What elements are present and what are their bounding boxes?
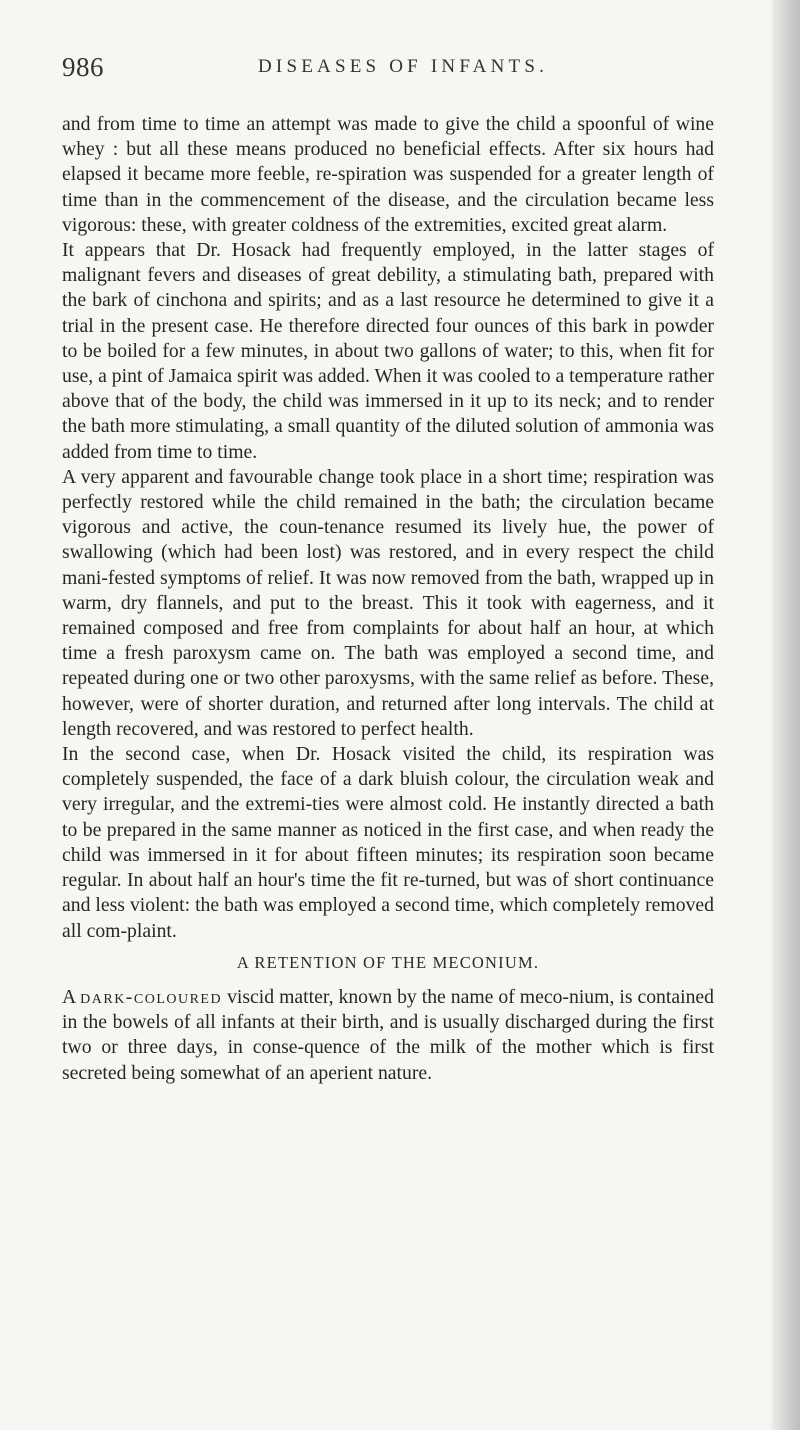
page-edge-shadow [778,0,800,1430]
running-head: DISEASES OF INFANTS. [258,56,549,77]
paragraph: It appears that Dr. Hosack had frequently employed, in the latter stages of malignant fevers and diseases of great debility, a stimulating bath, prepared with the bark of cinchona and spirits; and as a last resource he determined to give it a trial in the present case. He therefore directed four ounces of this bark in powder to be boiled for a few minutes, in about two gallons of water; to this, when fit for use, a pint of Jamaica spirit was added. When it was cooled to a temperature rather above that of the body, the child was immersed in it up to its neck; and to render the bath more stimulating, a small quantity of the diluted solution of ammonia was added from time to time. [62,239,714,463]
smallcaps-words: dark-coloured [80,985,223,1008]
page-number: 986 [62,52,104,82]
paragraph: and from time to time an attempt was made to give the child a spoonful of wine whey : but all these means produced no beneficial effects. After six hours had elapsed it became more feeble, re-spiration was suspended for a greater length of time than in the commencement of the disease, and the circulation became less vigorous: these, with greater coldness of the extremities, excited great alarm. [62,113,714,236]
paragraph: In the second case, when Dr. Hosack visited the child, its respiration was completely suspended, the face of a dark bluish colour, the circulation weak and very irregular, and the extremi-ties were almost cold. He instantly directed a bath to be prepared in the same manner as noticed in the first case, and when ready the child was immersed in it for about fifteen minutes; its respiration soon became regular. In about half an hour's time the fit re-turned, but was of short continuance and less violent: the bath was employed a second time, which completely removed all com-plaint. [62,743,714,942]
body-text [62,112,714,1086]
section-paragraph [62,985,714,1086]
section-paragraph-rest: viscid matter, known by the name of meco-nium, is contained in the bowels of all infants at their birth, and is usually discharged during the first two or three days, in conse-quence of the milk of the mother which is first secreted being somewhat of an aperient nature. [62,985,715,1084]
page-header [62,52,702,92]
lead-word: A [62,985,76,1008]
section-heading: A RETENTION OF THE MECONIUM. [236,952,540,972]
paragraph: A very apparent and favourable change took place in a short time; respiration was perfectly restored while the child remained in the bath; the circulation became vigorous and active, the coun-tenance resumed its lively hue, the power of swallowing (which had been lost) was restored, and in every respect the child mani-fested symptoms of relief. It was now removed from the bath, wrapped up in warm, dry flannels, and put to the breast. This it took with eagerness, and it remained composed and free from complaints for about half an hour, at which time a fresh paroxysm came on. The bath was employed a second time, and repeated during one or two other paroxysms, with the same relief as before. These, however, were of shorter duration, and returned after long intervals. The child at length recovered, and was restored to perfect health. [62,465,714,740]
